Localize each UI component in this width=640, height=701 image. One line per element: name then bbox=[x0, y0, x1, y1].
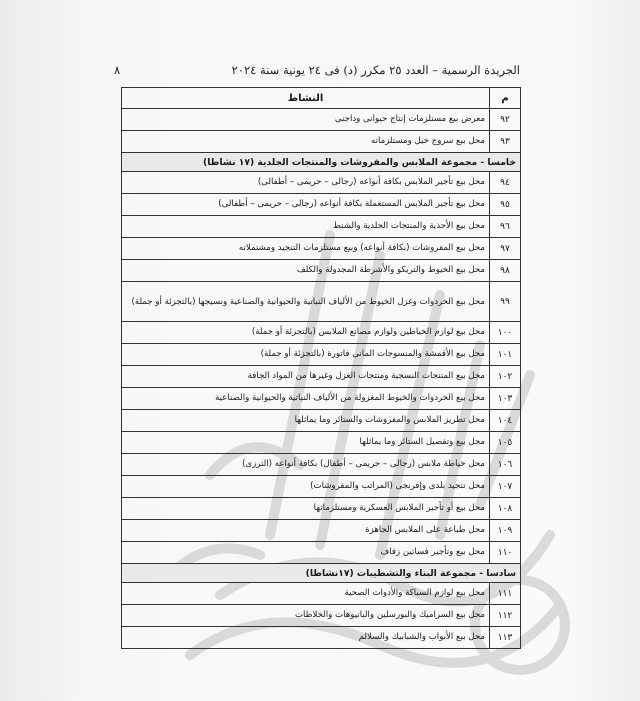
activity-cell: محل خياطة ملابس (رجالى – حريمى – أطفال) بكافة أنواعه (الترزى) bbox=[122, 454, 490, 476]
table-row bbox=[122, 109, 521, 131]
activity-cell: محل بيع الخردوات وغزل الخيوط من الألياف النباتية والحيوانية والصناعية ونسيجها (بالتجزئة أو جملة) bbox=[122, 282, 490, 322]
row-number: ١٠٤ bbox=[490, 410, 521, 432]
table-row bbox=[122, 476, 521, 498]
activity-cell: معرض بيع مستلزمات إنتاج حيوانى وداجنى bbox=[122, 109, 490, 131]
table-row bbox=[122, 454, 521, 476]
row-number: ١٠٠ bbox=[490, 322, 521, 344]
activity-cell: محل بيع السراميك والبورسلين والبانيوهات والخلاطات bbox=[122, 605, 490, 627]
table-row bbox=[122, 216, 521, 238]
activity-cell: محل تنجيد بلدى وإفرنجى (المراتب والمفروشات) bbox=[122, 476, 490, 498]
table-row bbox=[122, 627, 521, 649]
table-row bbox=[122, 498, 521, 520]
row-number: ١٠٥ bbox=[490, 432, 521, 454]
activity-cell: محل بيع المنتجات النسجية ومنتجات الغزل وغيرها من المواد الجافة bbox=[122, 366, 490, 388]
table-row bbox=[122, 194, 521, 216]
row-number: ١٠١ bbox=[490, 344, 521, 366]
row-number: ٩٧ bbox=[490, 238, 521, 260]
row-number: ١٠٢ bbox=[490, 366, 521, 388]
activity-cell: محل بيع لوازم السباكة والأدوات الصحية bbox=[122, 583, 490, 605]
activity-cell: محل بيع الأقمشة والمنسوجات المانى فاتورة (بالتجزئة أو جملة) bbox=[122, 344, 490, 366]
row-number: ١٠٧ bbox=[490, 476, 521, 498]
activity-cell: محل طباعة على الملابس الجاهزة bbox=[122, 520, 490, 542]
row-number: ١١٠ bbox=[490, 542, 521, 564]
row-number: ١١٢ bbox=[490, 605, 521, 627]
column-header-number: م bbox=[490, 88, 521, 109]
table-row bbox=[122, 282, 521, 322]
table-row bbox=[122, 131, 521, 153]
table-body bbox=[122, 109, 521, 649]
table-row bbox=[122, 260, 521, 282]
table-row bbox=[122, 410, 521, 432]
activity-cell: محل بيع وتأجير فساتين زفاف bbox=[122, 542, 490, 564]
table-row bbox=[122, 388, 521, 410]
row-number: ١٠٦ bbox=[490, 454, 521, 476]
section-heading: سادسا - مجموعة البناء والتشطيبات (١٧نشاطا) bbox=[122, 564, 521, 583]
row-number: ٩٦ bbox=[490, 216, 521, 238]
page-number: ٨ bbox=[114, 63, 121, 77]
activity-cell: محل بيع سروج خيل ومستلزماته bbox=[122, 131, 490, 153]
activity-cell: محل بيع تأجير الملابس المستعملة بكافة أنواعه (رجالى – حريمى – أطفالى) bbox=[122, 194, 490, 216]
activity-cell: محل بيع لوازم الخياطين ولوازم مصانع الملابس (بالتجزئة أو جملة) bbox=[122, 322, 490, 344]
activity-cell: محل بيع وتفصيل الستائر وما يماثلها bbox=[122, 432, 490, 454]
activity-cell: محل بيع الخيوط والتريكو والأشرطة المجدولة والكلف bbox=[122, 260, 490, 282]
activity-cell: محل بيع الأحذية والمنتجات الجلدية والشنط bbox=[122, 216, 490, 238]
row-number: ١٠٣ bbox=[490, 388, 521, 410]
row-number: ١٠٩ bbox=[490, 520, 521, 542]
activity-cell: محل تطريز الملابس والمفروشات والستائر وما يماثلها bbox=[122, 410, 490, 432]
table-header-row bbox=[122, 88, 521, 109]
activity-cell: محل بيع المفروشات (بكافة أنواعه) وبيع مستلزمات التنجيد ومشتملاته bbox=[122, 238, 490, 260]
section-heading-row bbox=[122, 153, 521, 172]
table-row bbox=[122, 583, 521, 605]
row-number: ٩٨ bbox=[490, 260, 521, 282]
row-number: ٩٩ bbox=[490, 282, 521, 322]
gazette-header-title: الجريدة الرسمية – العدد ٢٥ مكرر (د) فى ٢٤ يونية سنة ٢٠٢٤ bbox=[231, 63, 520, 77]
activity-cell: محل بيع تأجير الملابس بكافة أنواعه (رجالى – حريمى – أطفالى) bbox=[122, 172, 490, 194]
activities-table bbox=[121, 87, 521, 649]
section-heading: خامسا - مجموعة الملابس والمفروشات والمنتجات الجلدية (١٧ نشاطا) bbox=[122, 153, 521, 172]
activity-cell: محل بيع الأبواب والشبابيك والسلالم bbox=[122, 627, 490, 649]
activity-cell: محل بيع الخردوات والخيوط المغزولة من الألياف النباتية والحيوانية والصناعية bbox=[122, 388, 490, 410]
page-header bbox=[114, 63, 520, 81]
table-row bbox=[122, 542, 521, 564]
table-row bbox=[122, 366, 521, 388]
table-row bbox=[122, 432, 521, 454]
row-number: ١١٣ bbox=[490, 627, 521, 649]
table-row bbox=[122, 605, 521, 627]
row-number: ٩٤ bbox=[490, 172, 521, 194]
table-row bbox=[122, 520, 521, 542]
row-number: ١٠٨ bbox=[490, 498, 521, 520]
row-number: ٩٣ bbox=[490, 131, 521, 153]
section-heading-row bbox=[122, 564, 521, 583]
row-number: ٩٥ bbox=[490, 194, 521, 216]
activity-cell: محل بيع أو تأجير الملابس العسكرية ومستلزماتها bbox=[122, 498, 490, 520]
row-number: ١١١ bbox=[490, 583, 521, 605]
row-number: ٩٢ bbox=[490, 109, 521, 131]
table-row bbox=[122, 344, 521, 366]
column-header-activity: النشاط bbox=[122, 88, 490, 109]
table-row bbox=[122, 172, 521, 194]
table-row bbox=[122, 238, 521, 260]
table-row bbox=[122, 322, 521, 344]
